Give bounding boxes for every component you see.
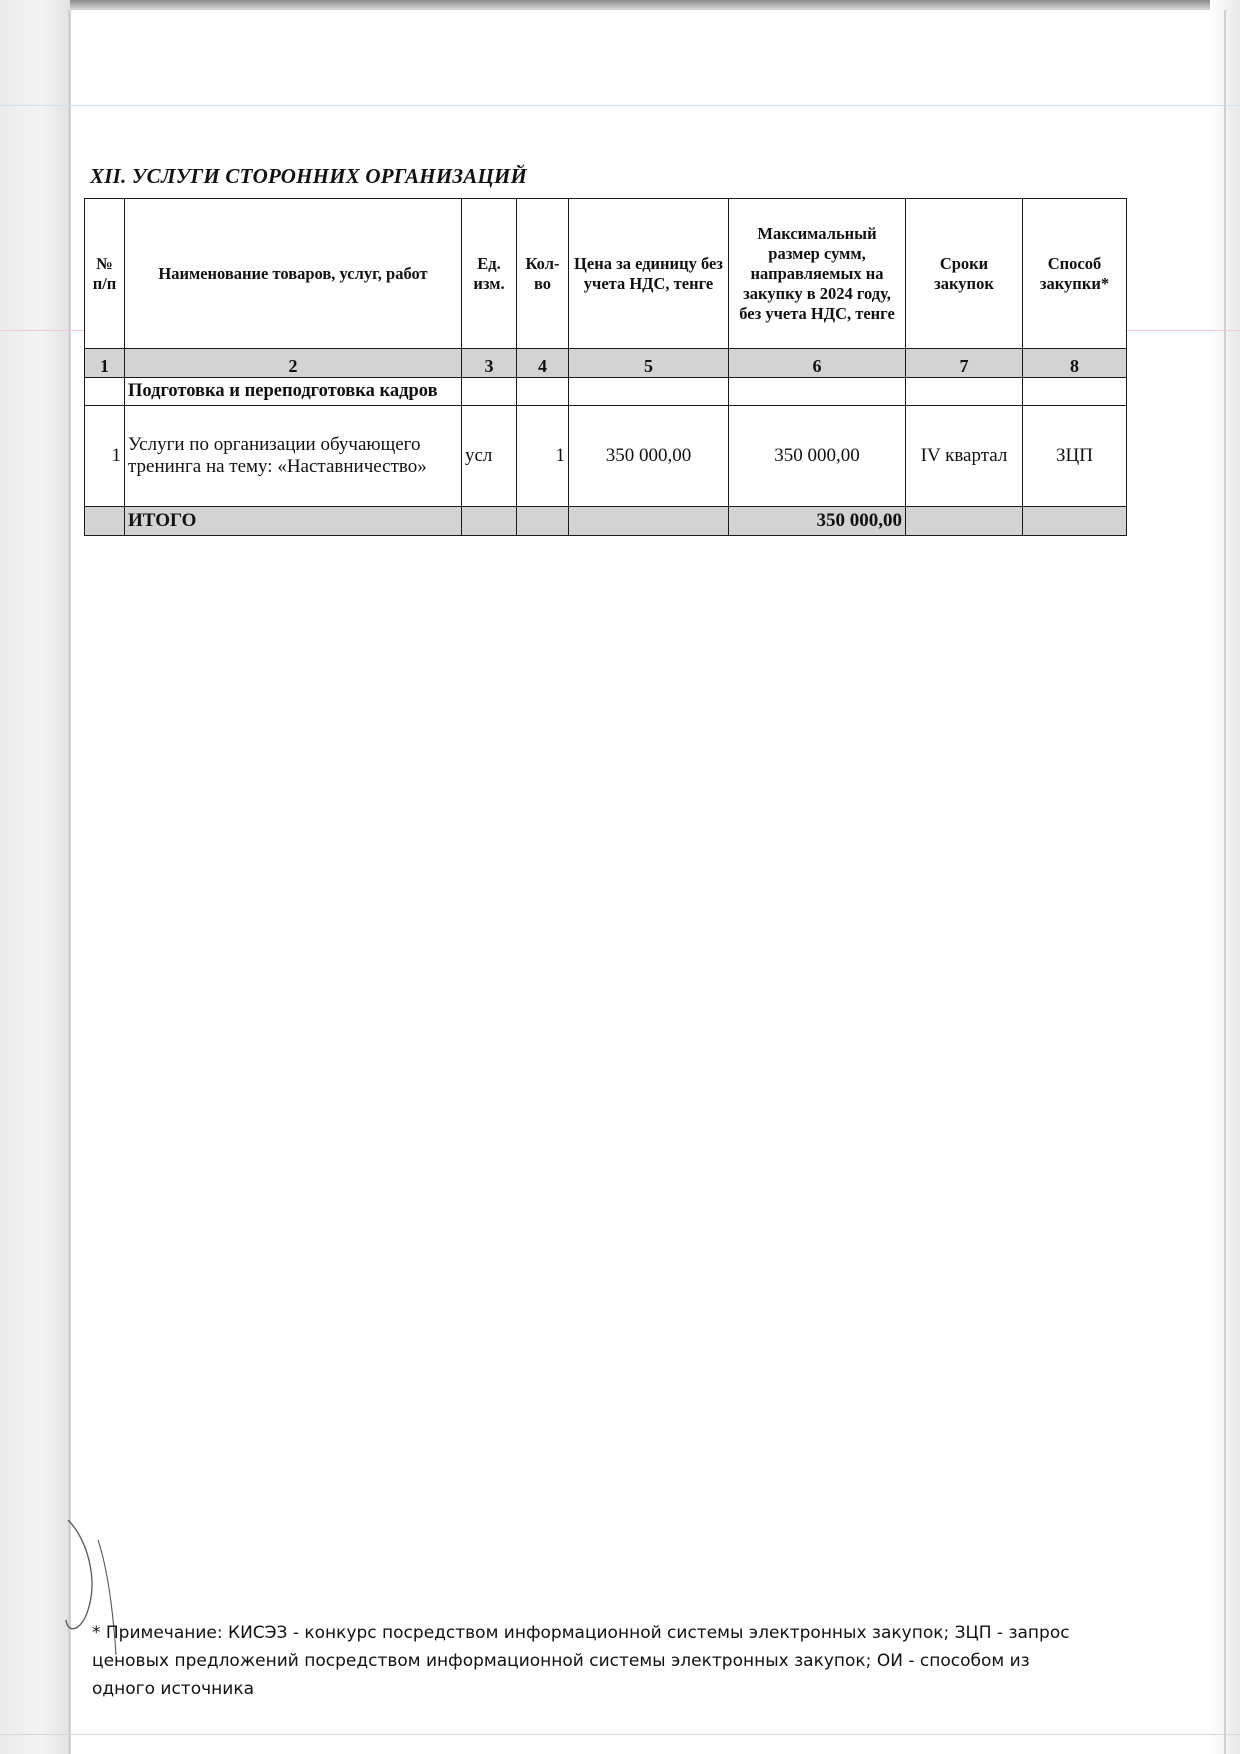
column-number: 8 [1023, 349, 1127, 378]
total-cell-empty [517, 507, 569, 536]
table-header-row [85, 199, 1127, 349]
group-row [85, 378, 1127, 406]
item-name: Услуги по организации обучающего тренинга на тему: «Наставничество» [125, 406, 462, 507]
header-cell: Наименование товаров, услуг, работ [125, 199, 462, 349]
header-cell: Кол-во [517, 199, 569, 349]
group-cell-empty [569, 378, 729, 406]
table-row [85, 406, 1127, 507]
group-cell-empty [1023, 378, 1127, 406]
group-cell-empty [906, 378, 1023, 406]
group-title: Подготовка и переподготовка кадров [125, 378, 462, 406]
column-number-row [85, 349, 1127, 378]
header-cell: Способ закупки* [1023, 199, 1127, 349]
row-number: 1 [85, 406, 125, 507]
header-cell: Цена за единицу без учета НДС, тенге [569, 199, 729, 349]
scan-top-edge [0, 0, 1240, 10]
footnote: * Примечание: КИСЭЗ - конкурс посредством информационной системы электронных закупок; ЗЦП - запрос ценовых предложений посредством информационной системы электронных закупок; ОИ - способом из одного источника [92, 1623, 1070, 1699]
total-cell-empty [1023, 507, 1127, 536]
total-row [85, 507, 1127, 536]
procurement-table [84, 198, 1127, 536]
item-method: ЗЦП [1023, 406, 1127, 507]
item-max-sum: 350 000,00 [729, 406, 906, 507]
header-cell: Сроки закупок [906, 199, 1023, 349]
total-cell-empty [906, 507, 1023, 536]
item-period: IV квартал [906, 406, 1023, 507]
total-cell-empty [85, 507, 125, 536]
total-cell-empty [462, 507, 517, 536]
header-cell: Максимальный размер сумм, направляемых на закупку в 2024 году, без учета НДС, тенге [729, 199, 906, 349]
column-number: 3 [462, 349, 517, 378]
group-cell-empty [462, 378, 517, 406]
total-value: 350 000,00 [729, 507, 906, 536]
column-number: 5 [569, 349, 729, 378]
column-number: 6 [729, 349, 906, 378]
group-cell-empty [517, 378, 569, 406]
header-cell: № п/п [85, 199, 125, 349]
scan-right-line [1224, 10, 1226, 1754]
header-cell: Ед. изм. [462, 199, 517, 349]
section-title: XII. УСЛУГИ СТОРОННИХ ОРГАНИЗАЦИЙ [90, 164, 528, 188]
group-cell-empty [85, 378, 125, 406]
scan-rule-line [0, 105, 1240, 106]
total-label: ИТОГО [125, 507, 462, 536]
group-cell-empty [729, 378, 906, 406]
column-number: 2 [125, 349, 462, 378]
item-unit: усл [462, 406, 517, 507]
column-number: 7 [906, 349, 1023, 378]
item-unit-price: 350 000,00 [569, 406, 729, 507]
column-number: 1 [85, 349, 125, 378]
scan-left-margin [0, 0, 70, 1754]
scan-rule-line [0, 1734, 1240, 1735]
total-cell-empty [569, 507, 729, 536]
item-quantity: 1 [517, 406, 569, 507]
scan-fold-line [68, 10, 71, 1754]
column-number: 4 [517, 349, 569, 378]
